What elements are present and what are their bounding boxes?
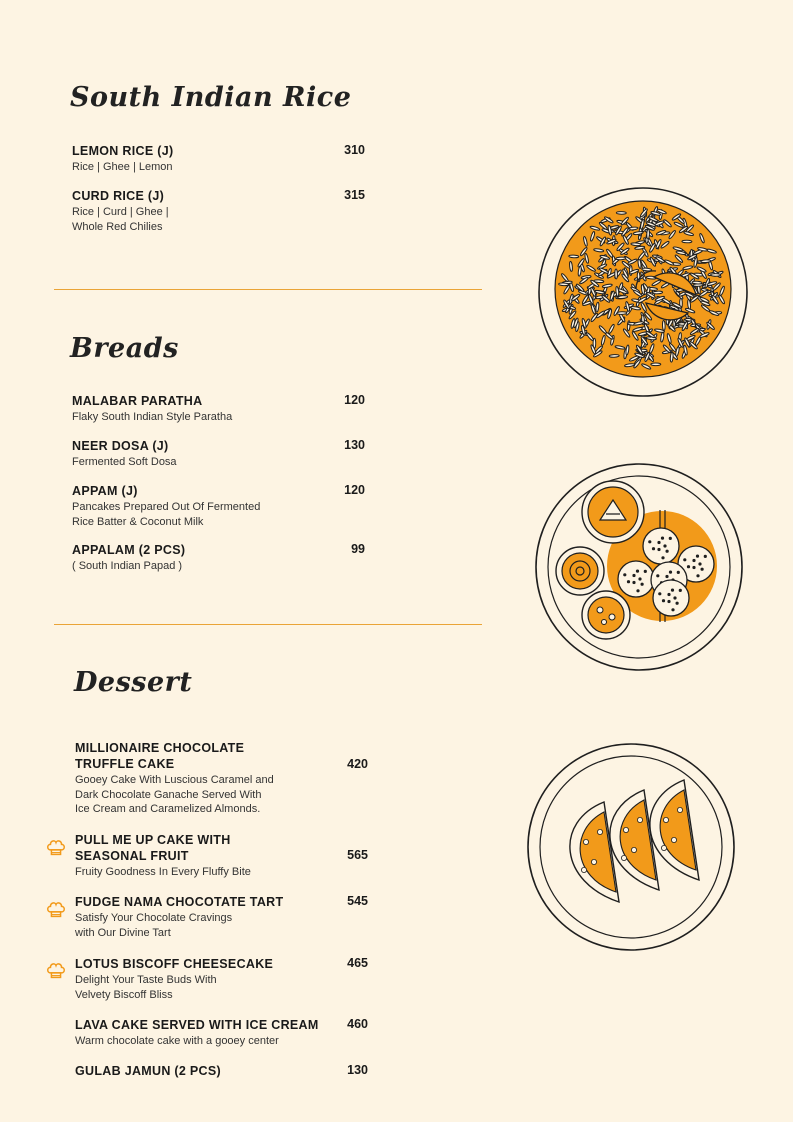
lemon-rice-plate-illustration [536, 185, 750, 399]
item-name: MILLIONAIRE CHOCOLATE TRUFFLE CAKE [75, 741, 245, 771]
item-desc: Gooey Cake With Luscious Caramel and Dark Chocolate Ganache Served With Ice Cream and Caramelized Almonds. [75, 774, 274, 815]
item-desc: Fruity Goodness In Every Fluffy Bite [75, 866, 251, 878]
item-name: NEER DOSA (J) [72, 439, 169, 453]
item-name: LOTUS BISCOFF CHEESECAKE [75, 957, 274, 971]
section-title-dessert: Dessert [74, 667, 193, 698]
section-title-breads: Breads [70, 333, 179, 364]
item-desc: Rice | Ghee | Lemon [72, 161, 173, 173]
item-name: LEMON RICE (J) [72, 144, 174, 158]
item-price: 460 [347, 1017, 368, 1031]
item-desc: Flaky South Indian Style Paratha [72, 411, 233, 423]
chef-hat-icon [45, 837, 67, 859]
item-price: 310 [344, 143, 365, 157]
item-desc: Fermented Soft Dosa [72, 456, 177, 468]
item-name: PULL ME UP CAKE WITH SEASONAL FRUIT [75, 833, 231, 863]
item-price: 120 [344, 393, 365, 407]
item-desc: Rice | Curd | Ghee | Whole Red Chilies [72, 206, 169, 233]
item-price: 99 [351, 542, 365, 556]
item-name: LAVA CAKE SERVED WITH ICE CREAM [75, 1018, 319, 1032]
item-price: 120 [344, 483, 365, 497]
item-desc: Warm chocolate cake with a gooey center [75, 1035, 279, 1047]
dessert-plate-illustration [526, 742, 736, 952]
item-name: GULAB JAMUN (2 PCS) [75, 1064, 221, 1078]
item-price: 465 [347, 956, 368, 970]
item-name: CURD RICE (J) [72, 189, 165, 203]
item-name: APPALAM (2 PCS) [72, 543, 186, 557]
item-price: 130 [344, 438, 365, 452]
chef-hat-icon [45, 899, 67, 921]
item-price: 420 [347, 757, 368, 771]
section-divider [54, 624, 482, 625]
item-desc: Satisfy Your Chocolate Cravings with Our Divine Tart [75, 912, 233, 939]
item-desc: Pancakes Prepared Out Of Fermented Rice Batter & Coconut Milk [72, 501, 261, 528]
item-price: 130 [347, 1063, 368, 1077]
item-price: 315 [344, 188, 365, 202]
item-name: FUDGE NAMA CHOCOTATE TART [75, 895, 284, 909]
item-price: 565 [347, 848, 368, 862]
chef-hat-icon [45, 960, 67, 982]
item-name: APPAM (J) [72, 484, 138, 498]
idli-plate-illustration [534, 462, 744, 672]
menu-item [75, 740, 375, 817]
section-divider [54, 289, 482, 290]
item-desc: ( South Indian Papad ) [72, 560, 183, 572]
section-title-south-indian-rice: South Indian Rice [70, 82, 352, 113]
item-name: MALABAR PARATHA [72, 394, 203, 408]
item-desc: Delight Your Taste Buds With Velvety Biscoff Bliss [75, 974, 217, 1001]
menu-item [75, 1017, 335, 1049]
item-price: 545 [347, 894, 368, 908]
